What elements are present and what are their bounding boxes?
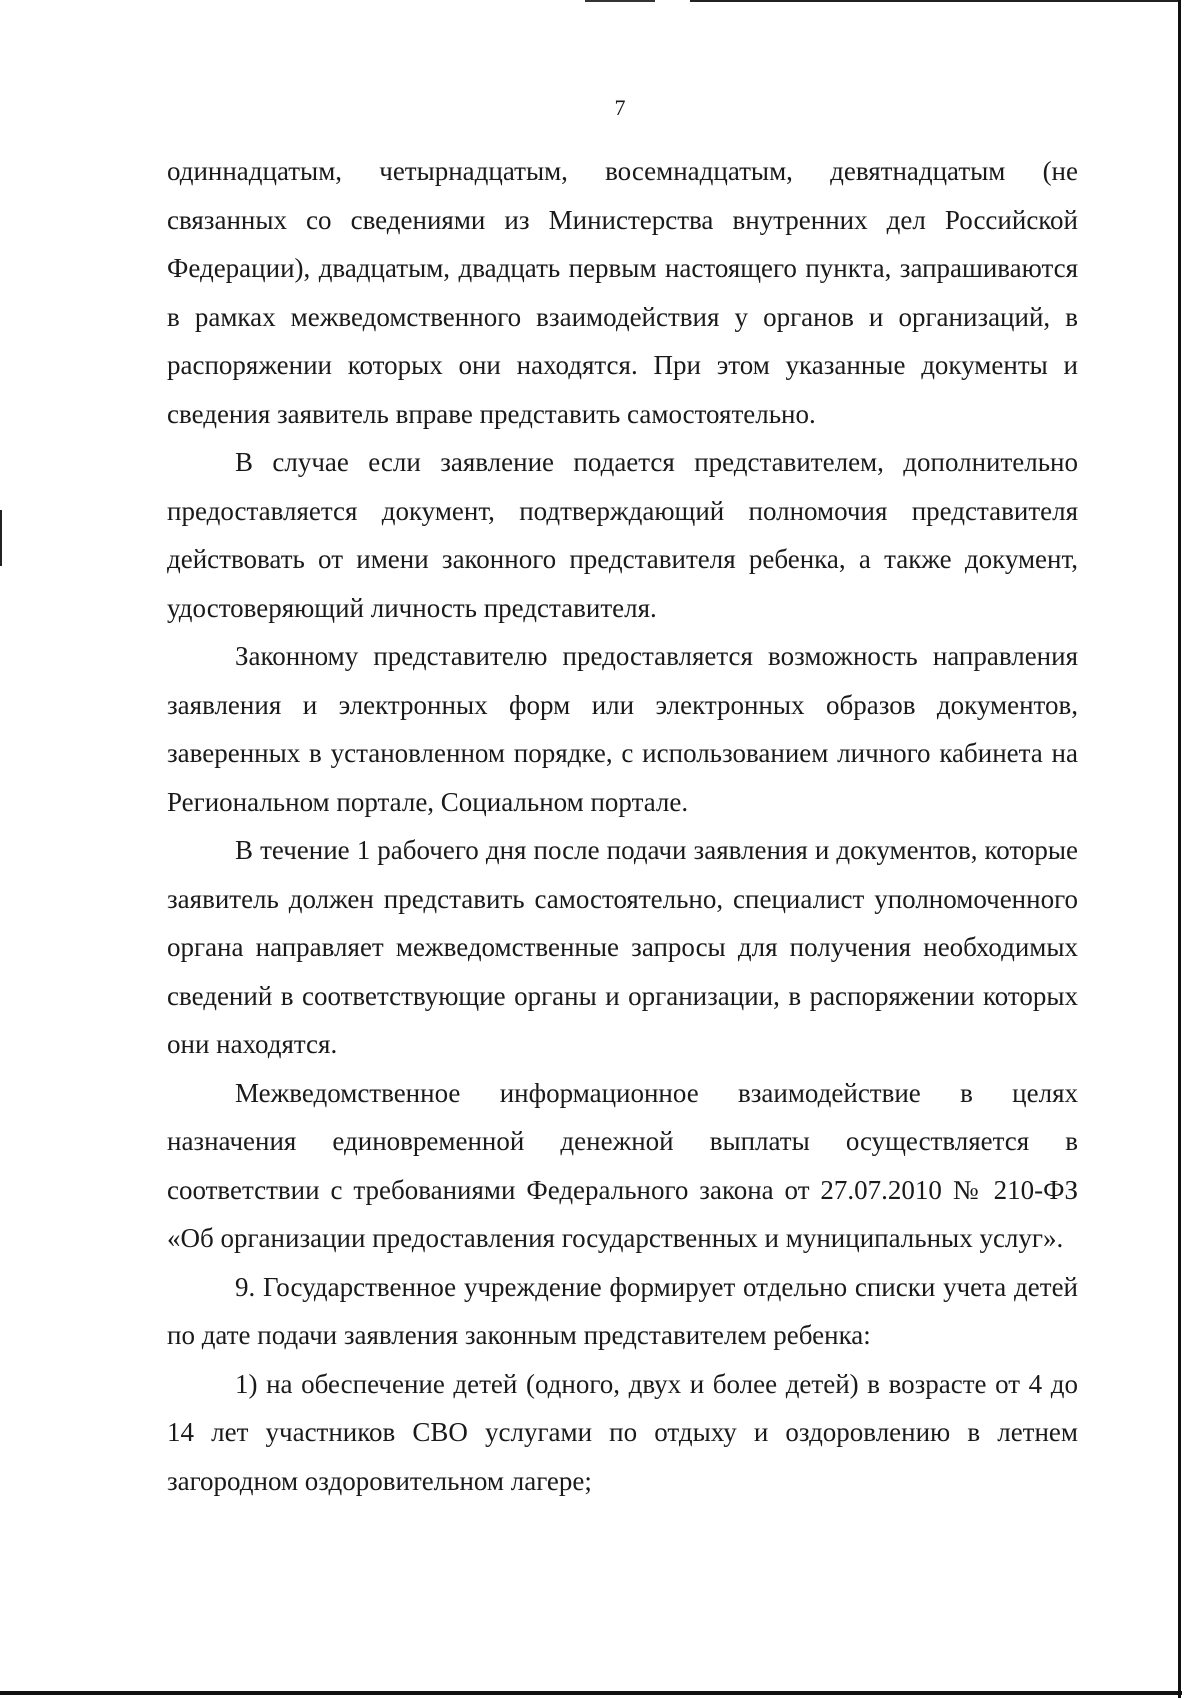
- paragraph-6: 9. Государственное учреждение формирует отдельно списки учета детей по дате подачи заявления законным представителем ребенка:: [167, 1271, 1078, 1350]
- scan-edge-right: [1178, 0, 1181, 1698]
- page-number: 7: [614, 95, 626, 120]
- paragraph-2: В случае если заявление подается представителем, дополнительно предоставляется документ, подтверждающий полномочия представителя действовать от имени законного представителя ребенка, а также документ, удостоверяющий личность представителя.: [167, 447, 1078, 623]
- paragraph-7: 1) на обеспечение детей (одного, двух и более детей) в возрасте от 4 до 14 лет участников СВО услугами по отдыху и оздоровлению в летнем загородном оздоровительном лагере;: [167, 1368, 1078, 1496]
- paragraph-5: Межведомственное информационное взаимодействие в целях назначения единовременной денежной выплаты осуществляется в соответствии с требованиями Федерального закона от 27.07.2010 № 210-ФЗ «Об организации предоставления государственных и муниципальных услуг».: [167, 1077, 1078, 1253]
- body-text: [167, 147, 1078, 1505]
- scan-edge-top-line: [690, 0, 1180, 2]
- paragraph-4: В течение 1 рабочего дня после подачи заявления и документов, которые заявитель должен представить самостоятельно, специалист уполномоченного органа направляет межведомственные запросы для получения необходимых сведений в соответствующие органы и организации, в распоряжении которых они находятся.: [167, 835, 1078, 1059]
- scan-edge-bottom: [0, 1691, 1182, 1695]
- paragraph-3: Законному представителю предоставляется возможность направления заявления и электронных форм или электронных образов документов, заверенных в установленном порядке, с использованием личного кабинета на Региональном портале, Социальном портале.: [167, 641, 1078, 817]
- paragraph-1: одиннадцатым, четырнадцатым, восемнадцатым, девятнадцатым (не связанных со сведениями из Министерства внутренних дел Российской Федерации), двадцатым, двадцать первым настоящего пункта, запрашиваются в рамках межведомственного взаимодействия у органов и организаций, в распоряжении которых они находятся. При этом указанные документы и сведения заявитель вправе представить самостоятельно.: [167, 156, 1078, 429]
- scan-edge-top-mark: [585, 0, 655, 2]
- scan-edge-left-mark: [0, 510, 2, 566]
